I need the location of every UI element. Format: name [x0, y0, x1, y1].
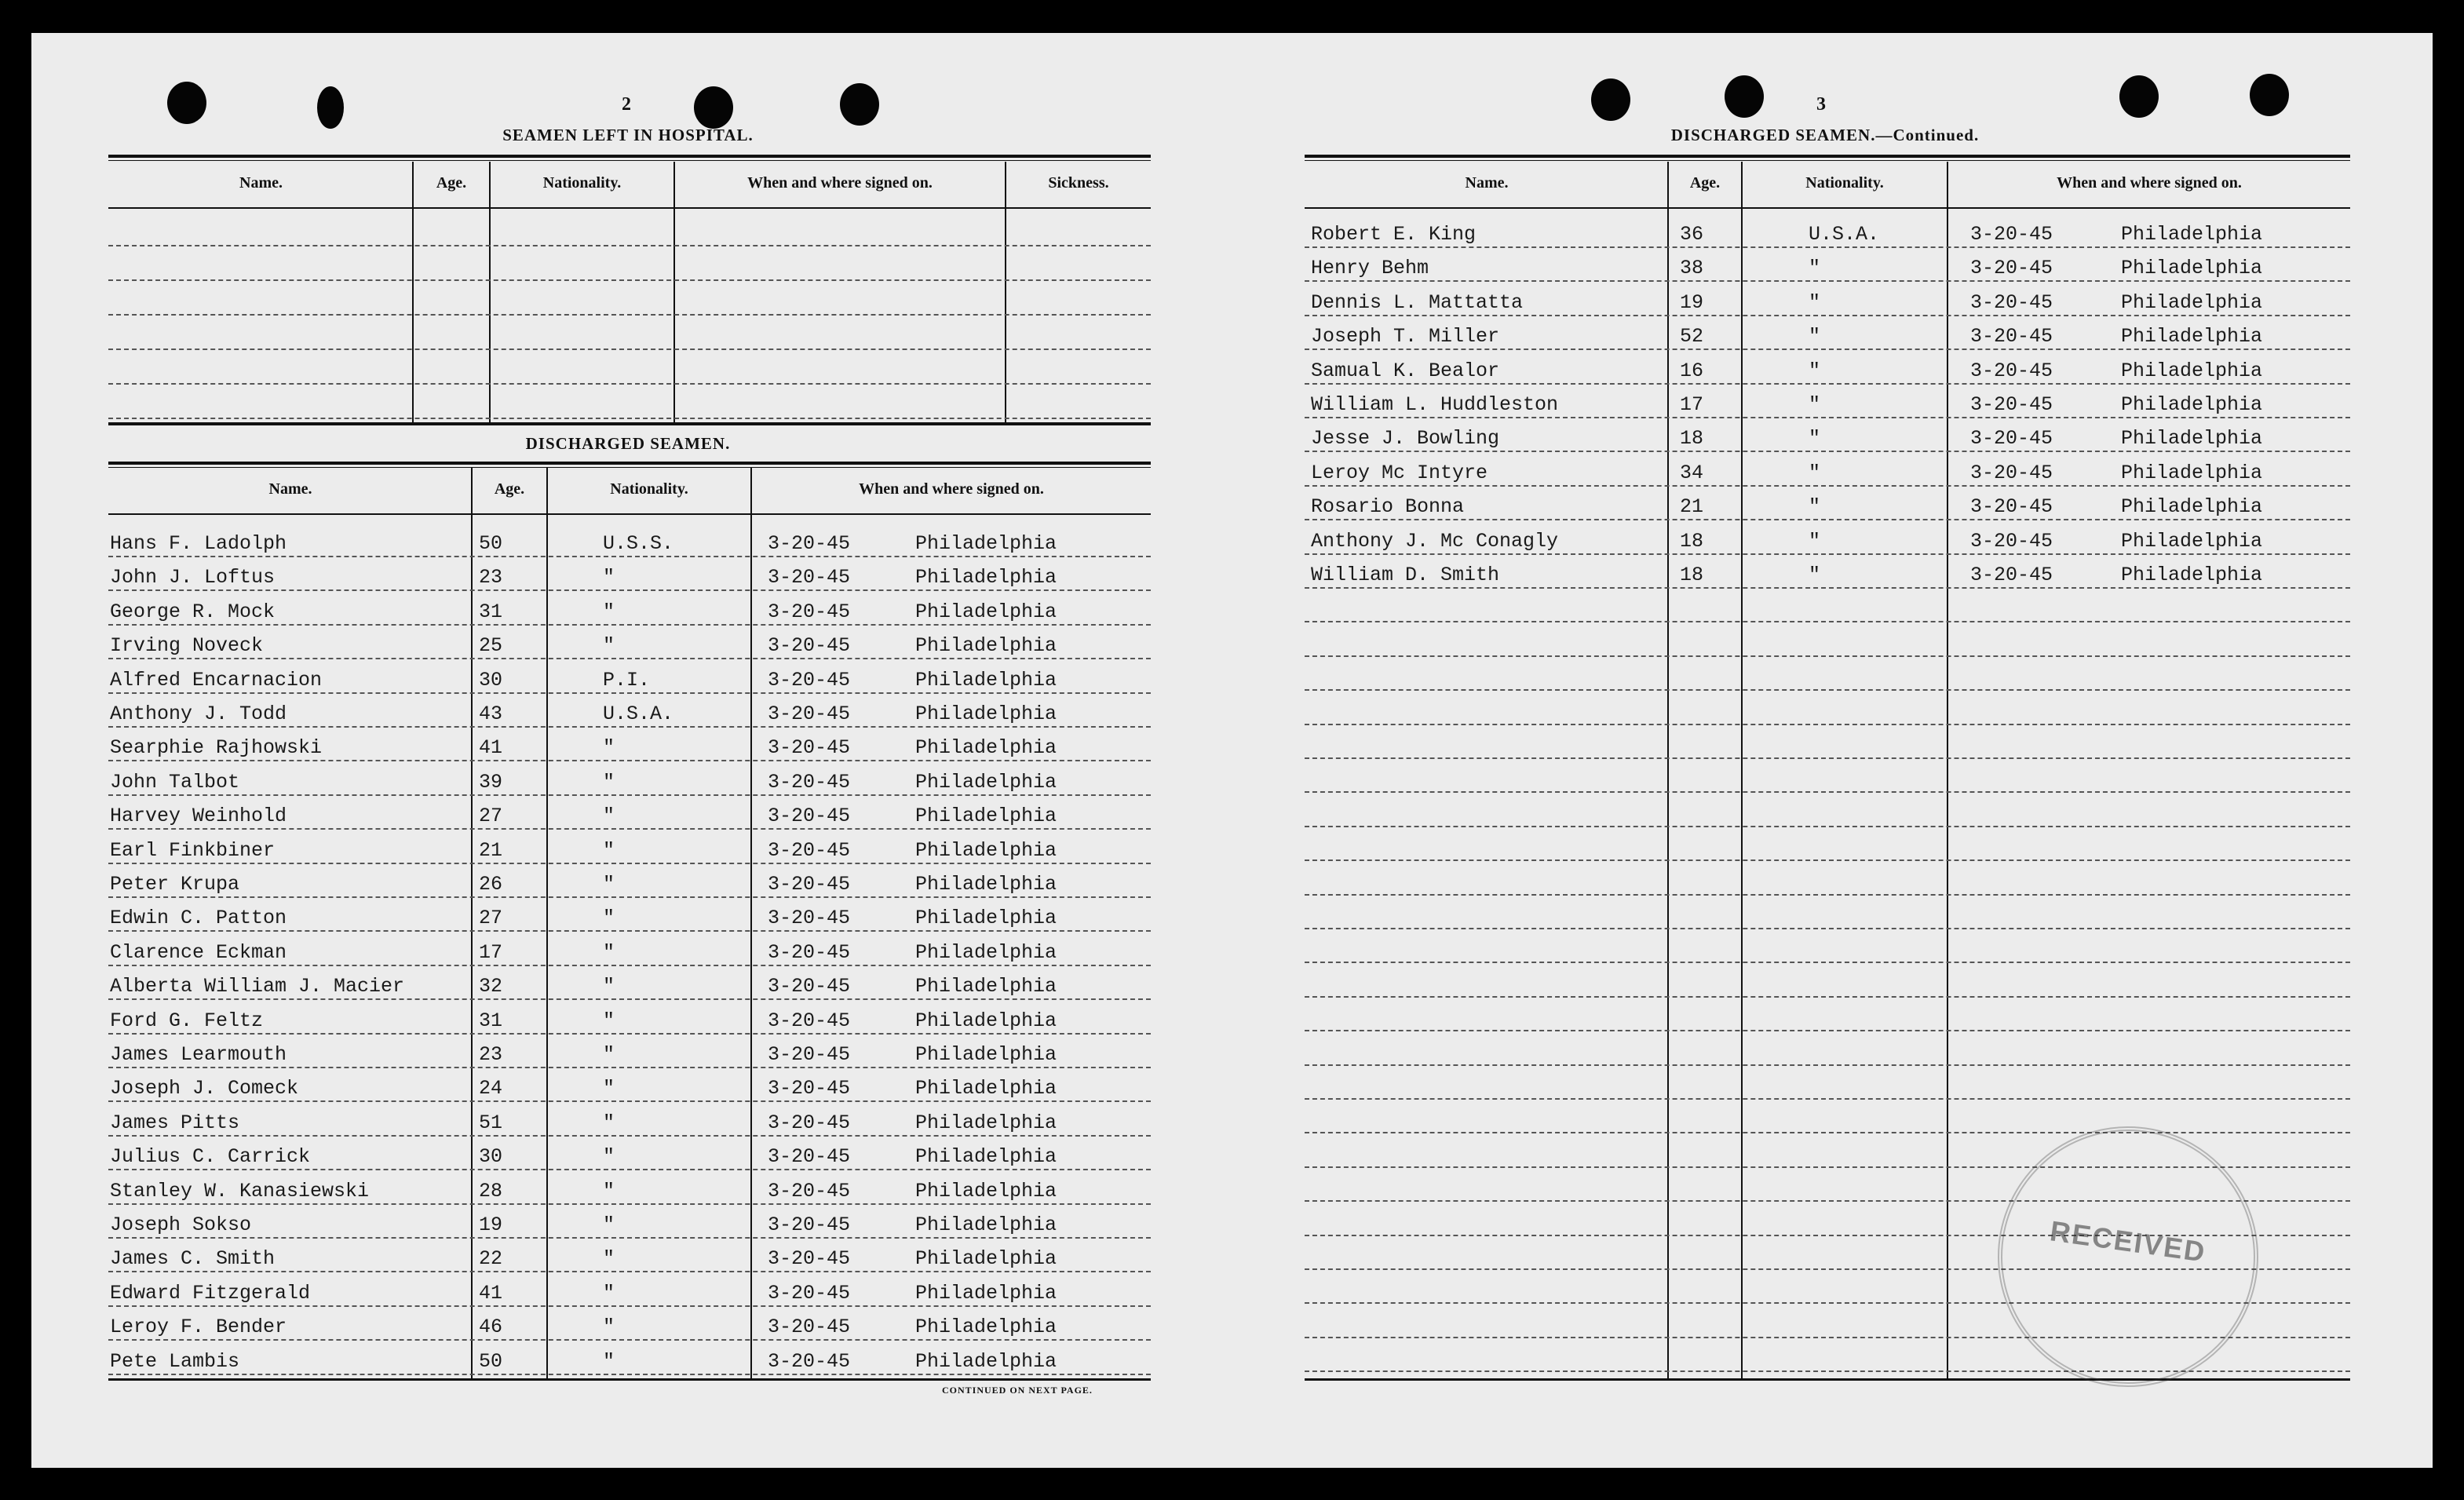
- punch-hole: [1591, 78, 1630, 121]
- column-header: Name.: [1465, 174, 1509, 192]
- seaman-age: 31: [479, 600, 503, 623]
- table-row: [108, 1180, 1151, 1205]
- signed-on-date: 3-20-45: [768, 1247, 851, 1271]
- table-row: [1305, 393, 2350, 418]
- divider: [1305, 155, 2350, 158]
- seaman-name: Robert E. King: [1311, 223, 1477, 246]
- signed-on-place: Philadelphia: [2121, 427, 2263, 451]
- seaman-name: James Learmouth: [110, 1043, 287, 1066]
- seaman-age: 32: [479, 975, 503, 998]
- table-row: [108, 1247, 1151, 1272]
- blank-row: [1305, 666, 2350, 691]
- table-row: [108, 941, 1151, 966]
- signed-on-place: Philadelphia: [915, 1281, 1057, 1305]
- seaman-name: Henry Behm: [1311, 257, 1429, 280]
- signed-on-date: 3-20-45: [768, 873, 851, 896]
- seaman-name: Julius C. Carrick: [110, 1145, 311, 1169]
- seaman-nationality: ": [603, 1349, 615, 1373]
- table-row: [108, 566, 1151, 591]
- table-row: [1305, 495, 2350, 520]
- table-row: [1305, 223, 2350, 248]
- blank-row: [1305, 870, 2350, 896]
- seaman-age: 39: [479, 770, 503, 794]
- seaman-name: John Talbot: [110, 770, 240, 794]
- blank-row: [1305, 938, 2350, 963]
- seaman-age: 17: [1680, 393, 1704, 416]
- seaman-age: 18: [1680, 529, 1704, 553]
- page-title: SEAMEN LEFT IN HOSPITAL.: [502, 126, 754, 144]
- seaman-name: Joseph T. Miller: [1311, 325, 1500, 349]
- blank-row: [108, 359, 1151, 385]
- seaman-nationality: ": [603, 838, 615, 862]
- signed-on-date: 3-20-45: [768, 1111, 851, 1134]
- seaman-nationality: ": [1809, 564, 1821, 586]
- divider: [1305, 1378, 2350, 1381]
- signed-on-date: 3-20-45: [768, 1145, 851, 1169]
- seaman-age: 16: [1680, 359, 1704, 382]
- column-header: Age.: [1689, 174, 1721, 192]
- signed-on-date: 3-20-45: [1970, 359, 2053, 382]
- divider: [108, 462, 1151, 465]
- seaman-nationality: ": [603, 770, 615, 794]
- punch-hole: [840, 83, 879, 126]
- signed-on-place: Philadelphia: [2121, 257, 2263, 280]
- seaman-nationality: U.S.A.: [1809, 223, 1880, 246]
- seaman-age: 26: [479, 873, 503, 896]
- signed-on-place: Philadelphia: [2121, 223, 2263, 246]
- seaman-age: 50: [479, 1349, 503, 1373]
- seaman-age: 28: [479, 1179, 503, 1203]
- seaman-name: Edwin C. Patton: [110, 907, 287, 930]
- seaman-name: Peter Krupa: [110, 873, 240, 896]
- table-row: [108, 736, 1151, 761]
- signed-on-date: 3-20-45: [768, 1316, 851, 1339]
- blank-row: [1305, 734, 2350, 759]
- seaman-age: 24: [479, 1077, 503, 1100]
- column-header: Name.: [239, 174, 283, 192]
- seaman-nationality: ": [603, 1145, 615, 1169]
- seaman-nationality: ": [603, 1316, 615, 1339]
- seaman-age: 19: [1680, 290, 1704, 314]
- blank-row: [1305, 904, 2350, 929]
- seaman-nationality: ": [1809, 495, 1821, 519]
- page-number: 3: [1816, 94, 1826, 115]
- signed-on-date: 3-20-45: [768, 1349, 851, 1373]
- signed-on-date: 3-20-45: [768, 770, 851, 794]
- seaman-age: 41: [479, 736, 503, 760]
- signed-on-place: Philadelphia: [915, 838, 1057, 862]
- blank-row: [1305, 836, 2350, 861]
- seaman-age: 22: [479, 1247, 503, 1271]
- seaman-nationality: ": [1809, 461, 1821, 484]
- signed-on-date: 3-20-45: [768, 532, 851, 555]
- signed-on-date: 3-20-45: [1970, 564, 2053, 586]
- seaman-name: Ford G. Feltz: [110, 1009, 264, 1032]
- seaman-nationality: ": [1809, 427, 1821, 451]
- table-row: [108, 839, 1151, 864]
- table-row: [108, 1043, 1151, 1068]
- seaman-name: Searphie Rajhowski: [110, 736, 323, 760]
- seaman-name: Anthony J. Todd: [110, 703, 287, 725]
- signed-on-date: 3-20-45: [1970, 461, 2053, 484]
- seaman-age: 21: [479, 838, 503, 862]
- table-row: [108, 1350, 1151, 1375]
- divider: [108, 513, 1151, 515]
- divider: [108, 1378, 1151, 1381]
- blank-row: [1305, 768, 2350, 793]
- signed-on-place: Philadelphia: [2121, 359, 2263, 382]
- seaman-nationality: ": [1809, 257, 1821, 280]
- seaman-age: 51: [479, 1111, 503, 1134]
- signed-on-date: 3-20-45: [768, 1009, 851, 1032]
- table-row: [108, 907, 1151, 932]
- signed-on-place: Philadelphia: [915, 1179, 1057, 1203]
- seaman-nationality: ": [603, 1247, 615, 1271]
- seaman-age: 31: [479, 1009, 503, 1032]
- signed-on-date: 3-20-45: [768, 975, 851, 998]
- signed-on-place: Philadelphia: [915, 566, 1057, 589]
- table-row: [108, 634, 1151, 659]
- signed-on-date: 3-20-45: [768, 1077, 851, 1100]
- seaman-nationality: ": [603, 1009, 615, 1032]
- signed-on-place: Philadelphia: [2121, 495, 2263, 519]
- table-row: [108, 532, 1151, 557]
- table-row: [108, 669, 1151, 694]
- table-row: [108, 1282, 1151, 1307]
- blank-row: [1305, 1108, 2350, 1133]
- blank-row: [108, 221, 1151, 246]
- table-row: [1305, 564, 2350, 589]
- signed-on-place: Philadelphia: [915, 703, 1057, 725]
- stamp-label: RECEIVED: [2048, 1214, 2208, 1268]
- seaman-age: 30: [479, 668, 503, 692]
- table-row: [1305, 359, 2350, 385]
- column-header: Age.: [494, 480, 525, 498]
- seaman-name: Alberta William J. Macier: [110, 975, 405, 998]
- seaman-nationality: ": [603, 1179, 615, 1203]
- divider: [108, 467, 1151, 468]
- blank-row: [1305, 1041, 2350, 1066]
- signed-on-date: 3-20-45: [768, 805, 851, 828]
- signed-on-date: 3-20-45: [1970, 223, 2053, 246]
- table-row: [108, 805, 1151, 830]
- signed-on-place: Philadelphia: [915, 1247, 1057, 1271]
- seaman-name: Alfred Encarnacion: [110, 668, 323, 692]
- seaman-name: Clarence Eckman: [110, 940, 287, 964]
- seaman-age: 38: [1680, 257, 1704, 280]
- signed-on-date: 3-20-45: [768, 1179, 851, 1203]
- seaman-nationality: ": [603, 805, 615, 828]
- seaman-age: 17: [479, 940, 503, 964]
- table-row: [108, 1316, 1151, 1341]
- seaman-name: Rosario Bonna: [1311, 495, 1465, 519]
- seaman-age: 46: [479, 1316, 503, 1339]
- signed-on-date: 3-20-45: [1970, 495, 2053, 519]
- seaman-age: 18: [1680, 427, 1704, 451]
- page-number: 2: [622, 94, 631, 115]
- column-header: Nationality.: [1805, 174, 1884, 192]
- seaman-nationality: ": [603, 736, 615, 760]
- blank-row: [1305, 700, 2350, 725]
- table-row: [108, 771, 1151, 796]
- divider: [108, 422, 1151, 425]
- seaman-age: 36: [1680, 223, 1704, 246]
- seaman-name: Stanley W. Kanasiewski: [110, 1179, 370, 1203]
- blank-row: [108, 290, 1151, 316]
- punch-hole: [1725, 75, 1764, 118]
- blank-row: [1305, 1006, 2350, 1031]
- table-row: [108, 1009, 1151, 1035]
- seaman-nationality: ": [603, 1111, 615, 1134]
- signed-on-date: 3-20-45: [768, 1214, 851, 1236]
- signed-on-date: 3-20-45: [1970, 529, 2053, 553]
- signed-on-place: Philadelphia: [915, 736, 1057, 760]
- seaman-age: 27: [479, 805, 503, 828]
- page-title: DISCHARGED SEAMEN.—Continued.: [1670, 126, 1980, 144]
- signed-on-place: Philadelphia: [915, 1043, 1057, 1066]
- signed-on-date: 3-20-45: [1970, 257, 2053, 280]
- blank-row: [108, 394, 1151, 419]
- blank-row: [1305, 1075, 2350, 1100]
- signed-on-place: Philadelphia: [2121, 325, 2263, 349]
- signed-on-place: Philadelphia: [915, 1145, 1057, 1169]
- signed-on-place: Philadelphia: [915, 770, 1057, 794]
- seaman-name: Joseph Sokso: [110, 1214, 252, 1236]
- signed-on-place: Philadelphia: [915, 532, 1057, 555]
- divider: [108, 155, 1151, 158]
- signed-on-place: Philadelphia: [915, 1214, 1057, 1236]
- seaman-age: 27: [479, 907, 503, 930]
- seaman-nationality: ": [603, 1214, 615, 1236]
- column-header: When and where signed on.: [747, 174, 933, 192]
- seaman-name: William D. Smith: [1311, 564, 1500, 586]
- seaman-age: 43: [479, 703, 503, 725]
- signed-on-place: Philadelphia: [915, 600, 1057, 623]
- column-header: When and where signed on.: [859, 480, 1044, 498]
- seaman-nationality: P.I.: [603, 668, 651, 692]
- column-header: Nationality.: [542, 174, 622, 192]
- divider: [108, 160, 1151, 161]
- signed-on-place: Philadelphia: [915, 1349, 1057, 1373]
- table-row: [108, 1077, 1151, 1102]
- signed-on-date: 3-20-45: [768, 634, 851, 658]
- column-header: Name.: [268, 480, 312, 498]
- divider: [1305, 207, 2350, 209]
- column-header: Sickness.: [1048, 174, 1109, 192]
- table-row: [108, 1214, 1151, 1239]
- signed-on-place: Philadelphia: [2121, 290, 2263, 314]
- seaman-nationality: ": [603, 1077, 615, 1100]
- seaman-nationality: ": [603, 600, 615, 623]
- seaman-age: 34: [1680, 461, 1704, 484]
- signed-on-date: 3-20-45: [768, 668, 851, 692]
- section-title: DISCHARGED SEAMEN.: [525, 434, 731, 453]
- signed-on-date: 3-20-45: [768, 907, 851, 930]
- table-row: [108, 703, 1151, 728]
- seaman-age: 23: [479, 566, 503, 589]
- seaman-name: Pete Lambis: [110, 1349, 240, 1373]
- table-row: [108, 1145, 1151, 1170]
- divider: [1305, 160, 2350, 161]
- seaman-nationality: U.S.A.: [603, 703, 674, 725]
- seaman-age: 50: [479, 532, 503, 555]
- signed-on-place: Philadelphia: [915, 1316, 1057, 1339]
- signed-on-date: 3-20-45: [768, 940, 851, 964]
- seaman-age: 19: [479, 1214, 503, 1236]
- seaman-age: 18: [1680, 564, 1704, 586]
- table-row: [108, 1111, 1151, 1137]
- punch-hole: [694, 86, 733, 129]
- signed-on-date: 3-20-45: [1970, 427, 2053, 451]
- punch-hole: [2250, 74, 2289, 116]
- seaman-nationality: ": [603, 975, 615, 998]
- seaman-name: James Pitts: [110, 1111, 240, 1134]
- signed-on-place: Philadelphia: [915, 940, 1057, 964]
- blank-row: [108, 256, 1151, 281]
- seaman-name: Hans F. Ladolph: [110, 532, 287, 555]
- signed-on-date: 3-20-45: [768, 566, 851, 589]
- seaman-nationality: ": [603, 907, 615, 930]
- seaman-nationality: ": [1809, 359, 1821, 382]
- seaman-name: Samual K. Bealor: [1311, 359, 1500, 382]
- column-header: When and where signed on.: [2057, 174, 2242, 192]
- seaman-nationality: ": [603, 1281, 615, 1305]
- signed-on-place: Philadelphia: [915, 668, 1057, 692]
- seaman-age: 30: [479, 1145, 503, 1169]
- signed-on-date: 3-20-45: [768, 736, 851, 760]
- signed-on-date: 3-20-45: [768, 600, 851, 623]
- seaman-nationality: ": [1809, 393, 1821, 416]
- seaman-nationality: ": [603, 566, 615, 589]
- seaman-name: Harvey Weinhold: [110, 805, 287, 828]
- seaman-name: Dennis L. Mattatta: [1311, 290, 1524, 314]
- table-row: [108, 600, 1151, 626]
- table-row: [1305, 325, 2350, 350]
- seaman-name: Earl Finkbiner: [110, 838, 276, 862]
- seaman-name: Joseph J. Comeck: [110, 1077, 299, 1100]
- table-row: [1305, 427, 2350, 452]
- seaman-age: 41: [479, 1281, 503, 1305]
- seaman-age: 21: [1680, 495, 1704, 519]
- signed-on-date: 3-20-45: [768, 1043, 851, 1066]
- signed-on-place: Philadelphia: [915, 1009, 1057, 1032]
- seaman-nationality: ": [1809, 325, 1821, 349]
- table-row: [1305, 257, 2350, 282]
- seaman-name: Jesse J. Bowling: [1311, 427, 1500, 451]
- continued-note: CONTINUED ON NEXT PAGE.: [942, 1385, 1093, 1396]
- received-stamp: [1998, 1126, 2258, 1387]
- seaman-name: John J. Loftus: [110, 566, 276, 589]
- signed-on-date: 3-20-45: [1970, 393, 2053, 416]
- seaman-name: William L. Huddleston: [1311, 393, 1559, 416]
- table-row: [1305, 462, 2350, 487]
- signed-on-date: 3-20-45: [1970, 290, 2053, 314]
- punch-hole: [2119, 75, 2159, 118]
- column-header: Nationality.: [610, 480, 688, 498]
- seaman-name: George R. Mock: [110, 600, 276, 623]
- signed-on-place: Philadelphia: [915, 873, 1057, 896]
- seaman-nationality: ": [1809, 529, 1821, 553]
- signed-on-date: 3-20-45: [1970, 325, 2053, 349]
- signed-on-place: Philadelphia: [2121, 461, 2263, 484]
- table-row: [108, 873, 1151, 898]
- seaman-nationality: ": [603, 1043, 615, 1066]
- signed-on-place: Philadelphia: [915, 805, 1057, 828]
- signed-on-place: Philadelphia: [915, 634, 1057, 658]
- table-row: [1305, 291, 2350, 316]
- seaman-name: James C. Smith: [110, 1247, 276, 1271]
- seaman-name: Anthony J. Mc Conagly: [1311, 529, 1559, 553]
- blank-row: [1305, 597, 2350, 622]
- blank-row: [1305, 802, 2350, 827]
- seaman-nationality: ": [1809, 290, 1821, 314]
- seaman-name: Irving Noveck: [110, 634, 264, 658]
- table-row: [108, 975, 1151, 1000]
- signed-on-place: Philadelphia: [2121, 393, 2263, 416]
- punch-hole: [317, 86, 344, 129]
- seaman-name: Edward Fitzgerald: [110, 1281, 311, 1305]
- signed-on-date: 3-20-45: [768, 838, 851, 862]
- table-row: [1305, 530, 2350, 555]
- seaman-nationality: ": [603, 634, 615, 658]
- signed-on-place: Philadelphia: [915, 1077, 1057, 1100]
- signed-on-place: Philadelphia: [915, 907, 1057, 930]
- signed-on-date: 3-20-45: [768, 703, 851, 725]
- divider: [108, 207, 1151, 209]
- seaman-name: Leroy Mc Intyre: [1311, 461, 1488, 484]
- punch-hole: [167, 82, 206, 124]
- signed-on-date: 3-20-45: [768, 1281, 851, 1305]
- seaman-age: 25: [479, 634, 503, 658]
- signed-on-place: Philadelphia: [2121, 564, 2263, 586]
- seaman-nationality: ": [603, 873, 615, 896]
- seaman-age: 52: [1680, 325, 1704, 349]
- signed-on-place: Philadelphia: [915, 975, 1057, 998]
- seaman-nationality: ": [603, 940, 615, 964]
- seaman-nationality: U.S.S.: [603, 532, 674, 555]
- seaman-name: Leroy F. Bender: [110, 1316, 287, 1339]
- signed-on-place: Philadelphia: [915, 1111, 1057, 1134]
- column-header: Age.: [436, 174, 467, 192]
- blank-row: [108, 325, 1151, 350]
- seaman-age: 23: [479, 1043, 503, 1066]
- signed-on-place: Philadelphia: [2121, 529, 2263, 553]
- blank-row: [1305, 632, 2350, 657]
- blank-row: [1305, 973, 2350, 998]
